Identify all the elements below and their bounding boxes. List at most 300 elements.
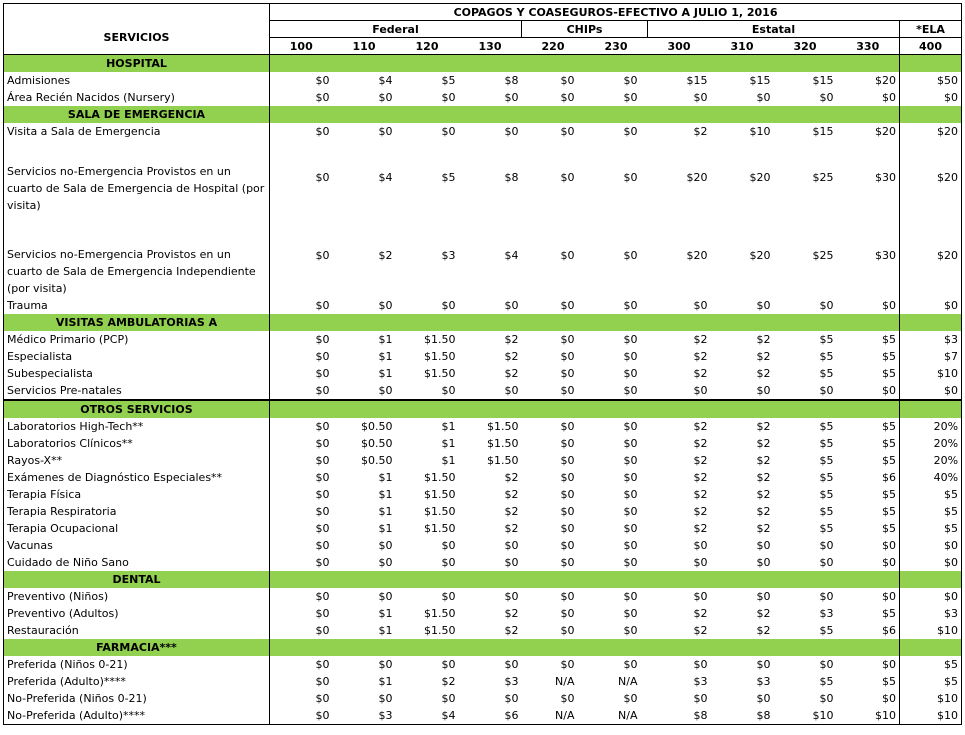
value-cell: $1.50 [424, 488, 456, 501]
row-label: Servicios no-Emergencia Provistos en un cuarto de Sala de Emergencia de Hospital (por visita) [4, 140, 270, 214]
table-row [4, 537, 962, 554]
value-cell: $3 [900, 605, 962, 622]
code-header-320: 320 [774, 38, 837, 55]
section-fill [585, 55, 648, 73]
value-cell: $1 [378, 624, 393, 637]
value-cell: $5 [900, 486, 962, 503]
value-cell: $0 [882, 556, 896, 569]
section-fill [270, 314, 333, 331]
value-cell: $1 [378, 333, 393, 346]
value-cell: $0 [900, 382, 962, 400]
value-cell: $0 [774, 382, 837, 400]
value-cell: $10 [900, 690, 962, 707]
value-cell: $0 [819, 91, 834, 104]
value-cell: $5 [882, 488, 896, 501]
value-cell: $8 [648, 707, 711, 725]
value-cell: $0 [378, 692, 393, 705]
value-cell: $0 [560, 170, 575, 184]
value-cell: $1 [441, 420, 456, 433]
value-cell: $0 [560, 333, 575, 346]
value-cell: $4 [396, 707, 459, 725]
value-cell: $2 [693, 607, 708, 620]
value-cell: $25 [812, 249, 834, 262]
section-fill [396, 400, 459, 418]
row-label: Exámenes de Diagnóstico Especiales** [4, 469, 270, 486]
value-cell: $20 [749, 249, 771, 262]
value-cell: $15 [686, 74, 708, 87]
value-cell: $8 [711, 707, 774, 725]
table-row [4, 520, 962, 537]
value-cell: $2 [756, 420, 771, 433]
value-cell: $0 [504, 91, 519, 104]
section-fill [837, 106, 900, 123]
section-row [4, 400, 962, 418]
value-cell: $0 [270, 452, 333, 469]
value-cell: $0 [623, 454, 638, 467]
row-label: Preventivo (Niños) [4, 588, 270, 605]
section-fill [837, 314, 900, 331]
value-cell: $6 [882, 471, 896, 484]
row-label: Rayos-X** [4, 452, 270, 469]
value-cell: $0 [623, 607, 638, 620]
section-fill [900, 106, 962, 123]
value-cell: $5 [441, 170, 456, 184]
value-cell: $0 [270, 656, 333, 673]
value-cell: $0 [504, 590, 519, 603]
value-cell: $5 [819, 505, 834, 518]
value-cell: $20 [875, 125, 896, 138]
value-cell: $0 [819, 539, 834, 552]
row-label: Médico Primario (PCP) [4, 331, 270, 348]
section-fill [837, 400, 900, 418]
value-cell: $2 [756, 522, 771, 535]
value-cell: $1.50 [424, 471, 456, 484]
code-header-220: 220 [522, 38, 585, 55]
value-cell: $1.50 [487, 454, 519, 467]
value-cell: $5 [900, 656, 962, 673]
row-label: Terapia Física [4, 486, 270, 503]
value-cell: $2 [693, 333, 708, 346]
value-cell: $0 [623, 556, 638, 569]
value-cell: $0 [756, 299, 771, 312]
value-cell: $0 [623, 471, 638, 484]
value-cell: $2 [756, 471, 771, 484]
value-cell: $1 [378, 522, 393, 535]
value-cell: $0 [693, 299, 708, 312]
row-label: Servicios Pre-natales [4, 382, 270, 400]
value-cell: $2 [693, 125, 708, 138]
section-fill [711, 571, 774, 588]
section-fill [648, 106, 711, 123]
value-cell: $0 [560, 249, 575, 262]
value-cell: $0 [693, 539, 708, 552]
value-cell: $0 [882, 539, 896, 552]
value-cell: $15 [749, 74, 771, 87]
code-header-330: 330 [837, 38, 900, 55]
row-label: No-Preferida (Adulto)**** [4, 707, 270, 725]
value-cell: $8 [504, 74, 519, 87]
value-cell: $0 [693, 91, 708, 104]
value-cell: $0 [270, 520, 333, 537]
section-row [4, 571, 962, 588]
value-cell: $0 [270, 297, 333, 314]
value-cell: $0 [378, 299, 393, 312]
section-fill [333, 639, 396, 656]
section-fill [396, 55, 459, 73]
row-label: Visita a Sala de Emergencia [4, 123, 270, 140]
value-cell: $0 [756, 539, 771, 552]
value-cell: $0 [441, 299, 456, 312]
section-row [4, 314, 962, 331]
table-row [4, 469, 962, 486]
value-cell: $0 [560, 437, 575, 450]
value-cell: $0 [270, 140, 333, 214]
value-cell: $0 [819, 556, 834, 569]
value-cell: $20 [900, 214, 962, 297]
value-cell: $0 [504, 658, 519, 671]
copay-table [3, 3, 962, 725]
value-cell: $0 [693, 556, 708, 569]
section-fill [711, 639, 774, 656]
value-cell: $0 [441, 91, 456, 104]
value-cell: $0 [837, 382, 900, 400]
section-fill [585, 400, 648, 418]
value-cell: $3 [819, 607, 834, 620]
row-label: Cuidado de Niño Sano [4, 554, 270, 571]
value-cell: $1 [378, 471, 393, 484]
section-fill [522, 314, 585, 331]
value-cell: $5 [882, 420, 896, 433]
value-cell: $2 [504, 624, 519, 637]
value-cell: $2 [504, 522, 519, 535]
value-cell: $2 [693, 624, 708, 637]
value-cell: $5 [819, 454, 834, 467]
value-cell: $0 [270, 89, 333, 106]
value-cell: $0 [560, 350, 575, 363]
value-cell: $0 [270, 673, 333, 690]
value-cell: $0 [378, 658, 393, 671]
section-fill [522, 106, 585, 123]
value-cell: $0 [623, 350, 638, 363]
code-header-120: 120 [396, 38, 459, 55]
section-fill [837, 55, 900, 73]
value-cell: $0 [623, 505, 638, 518]
value-cell: $0 [819, 692, 834, 705]
value-cell: $0 [378, 91, 393, 104]
value-cell: $0 [900, 89, 962, 106]
value-cell: N/A [585, 707, 648, 725]
value-cell: $0 [560, 556, 575, 569]
section-fill [270, 400, 333, 418]
value-cell: $1 [378, 350, 393, 363]
value-cell: $0 [623, 658, 638, 671]
row-label: Laboratorios High-Tech** [4, 418, 270, 435]
value-cell: $0 [623, 333, 638, 346]
section-fill [900, 55, 962, 73]
section-fill [396, 314, 459, 331]
value-cell: $0 [504, 692, 519, 705]
value-cell: $0 [270, 605, 333, 622]
table-row [4, 140, 962, 214]
value-cell: $0 [819, 658, 834, 671]
value-cell: $0 [270, 365, 333, 382]
section-fill [522, 571, 585, 588]
value-cell: $2 [693, 488, 708, 501]
value-cell: $5 [819, 624, 834, 637]
value-cell: $0 [333, 382, 396, 400]
value-cell: $20 [900, 140, 962, 214]
value-cell: $0 [693, 658, 708, 671]
value-cell: $0 [623, 91, 638, 104]
value-cell: $1 [378, 488, 393, 501]
value-cell: $0 [560, 299, 575, 312]
value-cell: $0 [378, 539, 393, 552]
value-cell: $0 [560, 488, 575, 501]
value-cell: $0 [900, 537, 962, 554]
section-fill [459, 571, 522, 588]
value-cell: $0 [623, 522, 638, 535]
value-cell: $0 [560, 590, 575, 603]
value-cell: $2 [504, 333, 519, 346]
value-cell: $0 [270, 348, 333, 365]
value-cell: $0 [270, 486, 333, 503]
value-cell: $0 [504, 539, 519, 552]
value-cell: $0.50 [361, 454, 393, 467]
value-cell: $0 [522, 382, 585, 400]
value-cell: $20 [686, 249, 708, 262]
table-row [4, 365, 962, 382]
value-cell: $0 [623, 249, 638, 262]
code-header-400: 400 [900, 38, 962, 55]
value-cell: $2 [693, 522, 708, 535]
value-cell: $1.50 [424, 505, 456, 518]
value-cell: $25 [812, 170, 834, 184]
value-cell: $2 [504, 488, 519, 501]
section-fill [333, 314, 396, 331]
value-cell: $0 [756, 590, 771, 603]
value-cell: $5 [882, 522, 896, 535]
value-cell: $0 [882, 299, 896, 312]
section-fill [900, 639, 962, 656]
section-fill [270, 55, 333, 73]
value-cell: $1 [441, 454, 456, 467]
value-cell: $0 [441, 556, 456, 569]
value-cell: $0 [270, 123, 333, 140]
table-corner [4, 4, 270, 21]
value-cell: $2 [504, 471, 519, 484]
group-ela: *ELA [900, 21, 962, 38]
value-cell: $0 [756, 692, 771, 705]
value-cell: $0 [900, 554, 962, 571]
value-cell: $10 [900, 707, 962, 725]
section-fill [837, 571, 900, 588]
value-cell: $0 [648, 382, 711, 400]
value-cell: $0 [560, 367, 575, 380]
table-row [4, 348, 962, 365]
value-cell: $0 [270, 503, 333, 520]
value-cell: $5 [819, 488, 834, 501]
section-fill [774, 639, 837, 656]
value-cell: $1.50 [424, 624, 456, 637]
value-cell: $0 [623, 420, 638, 433]
section-fill [711, 314, 774, 331]
value-cell: $1 [378, 607, 393, 620]
value-cell: $0 [270, 382, 333, 400]
section-title: HOSPITAL [4, 55, 270, 73]
section-row [4, 106, 962, 123]
value-cell: $2 [693, 437, 708, 450]
value-cell: $5 [882, 607, 896, 620]
row-label: Terapia Respiratoria [4, 503, 270, 520]
code-header-100: 100 [270, 38, 333, 55]
section-fill [585, 639, 648, 656]
table-row [4, 89, 962, 106]
value-cell: $0 [560, 692, 575, 705]
services-header: SERVICIOS [4, 21, 270, 55]
row-label: Servicios no-Emergencia Provistos en un cuarto de Sala de Emergencia Independiente (por visita) [4, 214, 270, 297]
section-fill [774, 314, 837, 331]
value-cell: $0 [270, 622, 333, 639]
section-fill [648, 400, 711, 418]
value-cell: $0 [560, 74, 575, 87]
value-cell: $0 [560, 91, 575, 104]
value-cell: $2 [504, 367, 519, 380]
value-cell: $5 [882, 350, 896, 363]
value-cell: $0 [378, 556, 393, 569]
value-cell: $1 [378, 675, 393, 688]
section-fill [270, 106, 333, 123]
value-cell: $1.50 [424, 350, 456, 363]
table-row [4, 503, 962, 520]
value-cell: $0 [504, 556, 519, 569]
value-cell: $5 [819, 471, 834, 484]
value-cell: $10 [900, 365, 962, 382]
section-fill [585, 314, 648, 331]
value-cell: $0 [623, 74, 638, 87]
value-cell: $2 [693, 367, 708, 380]
value-cell: $5 [819, 522, 834, 535]
table-row [4, 435, 962, 452]
section-fill [333, 106, 396, 123]
section-fill [522, 639, 585, 656]
value-cell: $2 [504, 350, 519, 363]
value-cell: $10 [900, 622, 962, 639]
value-cell: $8 [504, 170, 519, 184]
value-cell: $0.50 [361, 437, 393, 450]
value-cell: $2 [693, 420, 708, 433]
value-cell: $10 [837, 707, 900, 725]
value-cell: $2 [756, 607, 771, 620]
table-row [4, 331, 962, 348]
row-label: Terapia Ocupacional [4, 520, 270, 537]
value-cell: $5 [819, 350, 834, 363]
value-cell: $0 [900, 297, 962, 314]
value-cell: $2 [693, 350, 708, 363]
value-cell: $0 [504, 299, 519, 312]
value-cell: $0 [623, 367, 638, 380]
value-cell: $0 [270, 418, 333, 435]
value-cell: $5 [441, 74, 456, 87]
value-cell: $0 [560, 624, 575, 637]
section-fill [648, 314, 711, 331]
section-title: SALA DE EMERGENCIA [4, 106, 270, 123]
value-cell: $5 [819, 333, 834, 346]
table-row [4, 656, 962, 673]
value-cell: $2 [756, 488, 771, 501]
value-cell: $0 [560, 454, 575, 467]
value-cell: $2 [693, 454, 708, 467]
section-fill [774, 400, 837, 418]
value-cell: $2 [756, 350, 771, 363]
code-header-310: 310 [711, 38, 774, 55]
value-cell: $0 [882, 658, 896, 671]
value-cell: $0.50 [361, 420, 393, 433]
value-cell: $0 [270, 690, 333, 707]
value-cell: $3 [756, 675, 771, 688]
value-cell: $2 [756, 437, 771, 450]
value-cell: $3 [441, 249, 456, 262]
value-cell: $5 [900, 673, 962, 690]
section-fill [711, 400, 774, 418]
value-cell: $1.50 [424, 522, 456, 535]
value-cell: $0 [623, 125, 638, 138]
section-fill [459, 400, 522, 418]
value-cell: $5 [819, 367, 834, 380]
value-cell: $4 [378, 170, 393, 184]
value-cell: $0 [693, 692, 708, 705]
value-cell: $0 [756, 658, 771, 671]
value-cell: $0 [504, 125, 519, 138]
value-cell: $0 [560, 607, 575, 620]
section-fill [333, 571, 396, 588]
section-fill [585, 106, 648, 123]
section-fill [459, 639, 522, 656]
group-estatal: Estatal [648, 21, 900, 38]
value-cell: N/A [618, 675, 638, 688]
section-fill [774, 106, 837, 123]
value-cell: $0 [270, 554, 333, 571]
value-cell: $0 [270, 72, 333, 89]
section-fill [522, 400, 585, 418]
section-title: VISITAS AMBULATORIAS A [4, 314, 270, 331]
value-cell: $2 [693, 505, 708, 518]
section-fill [459, 106, 522, 123]
value-cell: $50 [900, 72, 962, 89]
section-fill [522, 55, 585, 73]
value-cell: $5 [882, 333, 896, 346]
table-row [4, 72, 962, 89]
value-cell: $20 [875, 74, 896, 87]
value-cell: $0 [270, 588, 333, 605]
value-cell: $0 [560, 125, 575, 138]
value-cell: $0 [270, 707, 333, 725]
value-cell: $1.50 [424, 333, 456, 346]
value-cell: $0 [270, 214, 333, 297]
value-cell: $0 [623, 437, 638, 450]
value-cell: $15 [812, 125, 834, 138]
value-cell: $0 [585, 382, 648, 400]
section-row [4, 639, 962, 656]
value-cell: $0 [623, 488, 638, 501]
section-title: FARMACIA*** [4, 639, 270, 656]
value-cell: $5 [819, 420, 834, 433]
value-cell: $5 [900, 503, 962, 520]
section-fill [396, 106, 459, 123]
value-cell: $0 [560, 505, 575, 518]
row-label: Especialista [4, 348, 270, 365]
value-cell: $0 [441, 658, 456, 671]
value-cell: $20 [749, 170, 771, 184]
